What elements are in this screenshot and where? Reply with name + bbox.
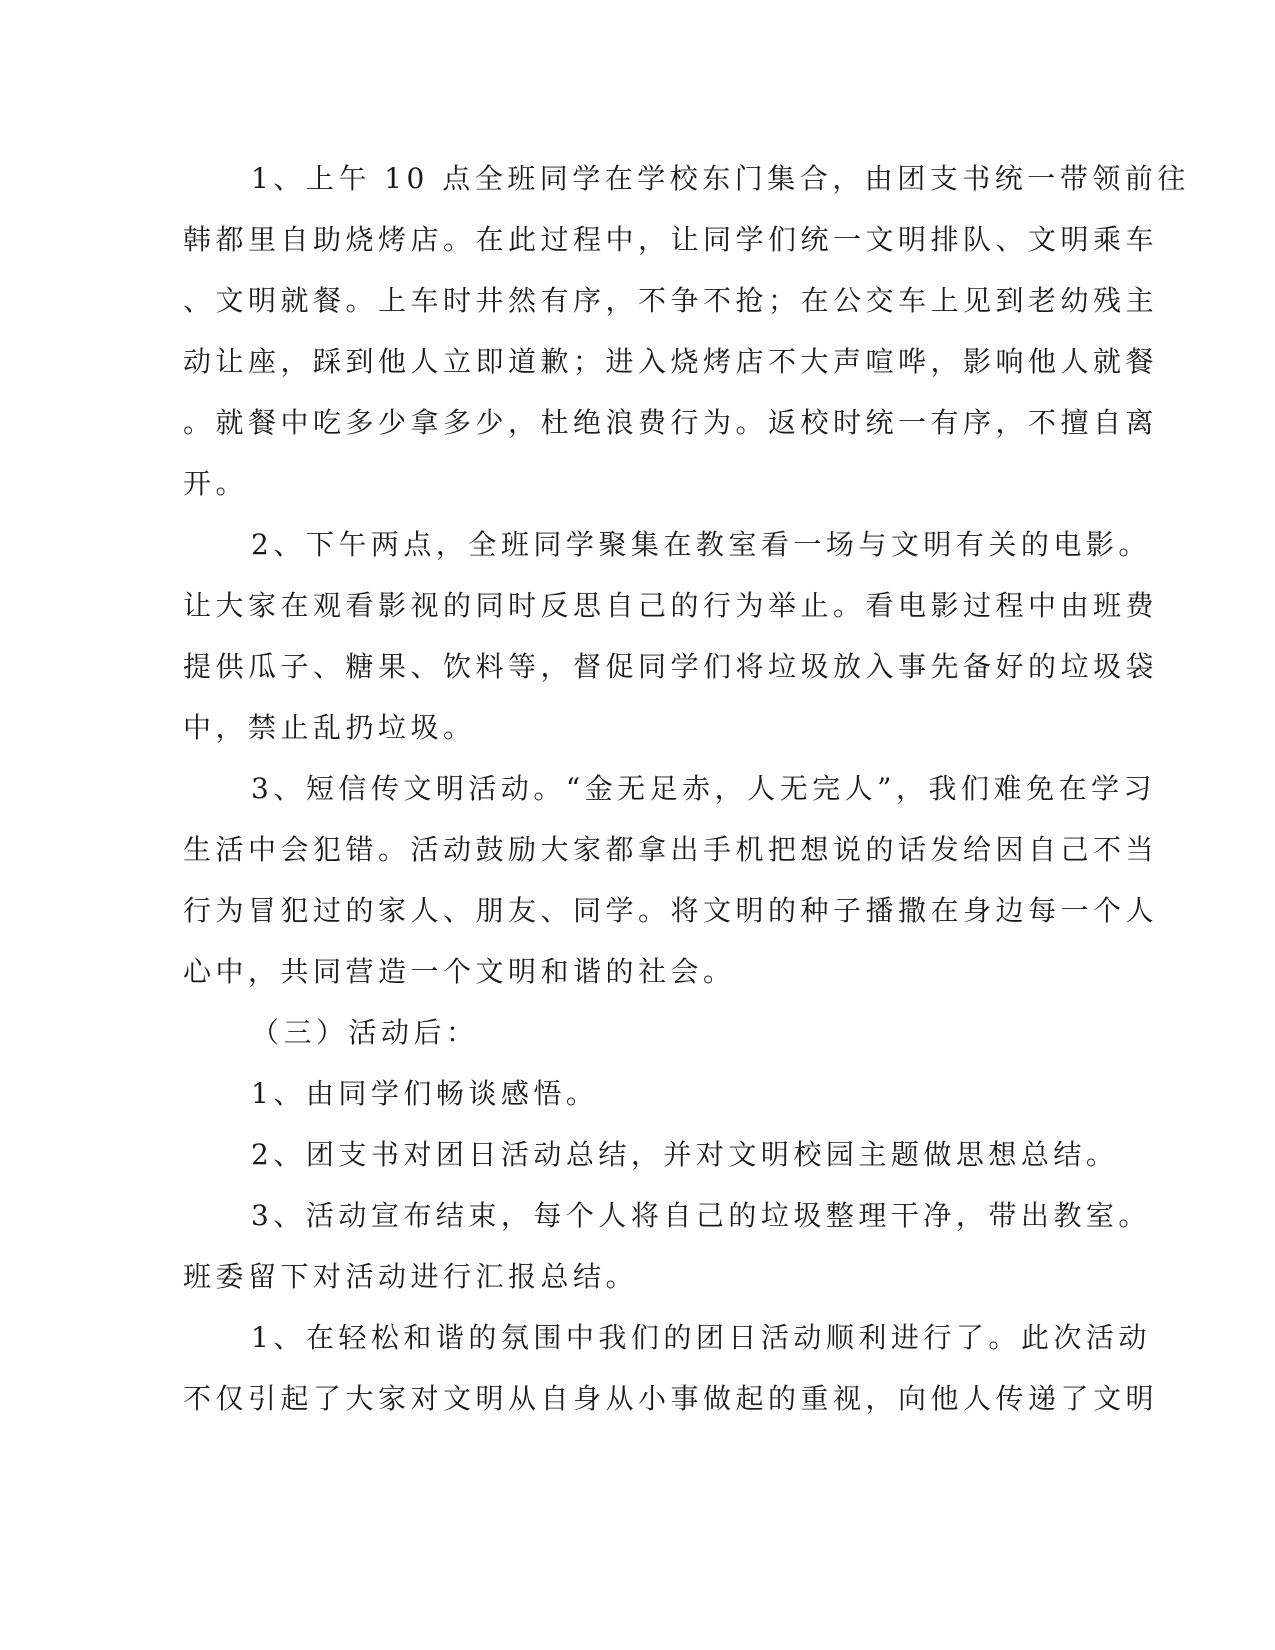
paragraph-line: 行为冒犯过的家人、朋友、同学。将文明的种子播撒在身边每一个人 (183, 894, 1159, 927)
paragraph-line: 1、上午 10 点全班同学在学校东门集合，由团支书统一带领前往 (251, 162, 1190, 195)
paragraph-line: 3、短信传文明活动。“金无足赤，人无完人”，我们难免在学习 (251, 772, 1156, 805)
paragraph-line: 2、团支书对团日活动总结，并对文明校园主题做思想总结。 (251, 1138, 1119, 1171)
paragraph-line: 。就餐中吃多少拿多少，杜绝浪费行为。返校时统一有序，不擅自离 (183, 406, 1159, 439)
paragraph-line: 、文明就餐。上车时井然有序，不争不抢；在公交车上见到老幼残主 (183, 284, 1159, 317)
paragraph-line: 提供瓜子、糖果、饮料等，督促同学们将垃圾放入事先备好的垃圾袋 (183, 650, 1159, 683)
paragraph-line: 韩都里自助烧烤店。在此过程中，让同学们统一文明排队、文明乘车 (183, 223, 1159, 256)
paragraph-line: 开。 (183, 467, 249, 500)
paragraph-line: 让大家在观看影视的同时反思自己的行为举止。看电影过程中由班费 (183, 589, 1159, 622)
paragraph-line: 1、由同学们畅谈感悟。 (251, 1077, 599, 1110)
paragraph-line: 班委留下对活动进行汇报总结。 (183, 1260, 639, 1293)
paragraph-line: 生活中会犯错。活动鼓励大家都拿出手机把想说的话发给因自己不当 (183, 833, 1159, 866)
paragraph-line: 1、在轻松和谐的氛围中我们的团日活动顺利进行了。此次活动 (251, 1321, 1151, 1354)
paragraph-line: 3、活动宣布结束，每个人将自己的垃圾整理干净，带出教室。 (251, 1199, 1151, 1232)
document-body (183, 148, 1190, 1429)
section-heading: （三）活动后： (251, 1016, 479, 1049)
paragraph-line: 心中，共同营造一个文明和谐的社会。 (183, 955, 736, 988)
paragraph-line: 不仅引起了大家对文明从自身从小事做起的重视，向他人传递了文明 (183, 1382, 1159, 1415)
paragraph-line: 动让座，踩到他人立即道歉；进入烧烤店不大声喧哗，影响他人就餐 (183, 345, 1159, 378)
paragraph-line: 2、下午两点，全班同学聚集在教室看一场与文明有关的电影。 (251, 528, 1151, 561)
paragraph-line: 中，禁止乱扔垃圾。 (183, 711, 476, 744)
